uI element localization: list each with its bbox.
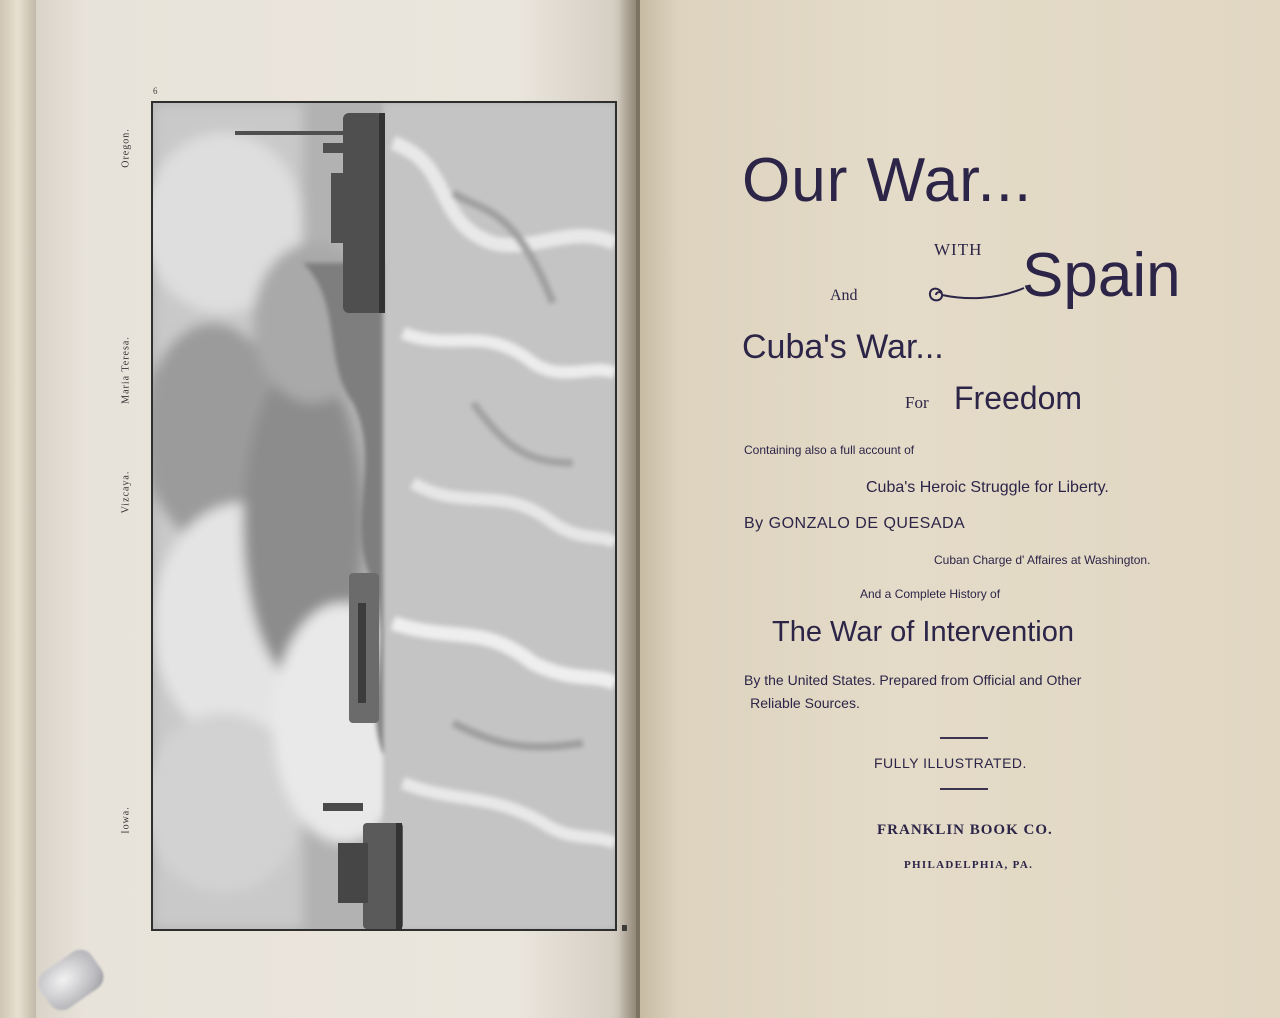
title-and: And (830, 287, 858, 304)
plate-page-mark: 6 (153, 86, 158, 96)
book-board-edge (0, 0, 40, 1018)
battle-illustration-plate (151, 101, 617, 931)
subtitle-complete-history: And a Complete History of (860, 587, 1001, 601)
swash-ornament (926, 280, 1026, 310)
subtitle-heroic-struggle: Cuba's Heroic Struggle for Liberty. (866, 479, 1109, 496)
subtitle-reliable-sources: Reliable Sources. (750, 695, 860, 711)
caption-iowa: Iowa. (120, 806, 132, 834)
author-title: Cuban Charge d' Affaires at Washington. (934, 553, 1151, 567)
naval-battle-picture (153, 103, 615, 929)
fully-illustrated: FULLY ILLUSTRATED. (874, 755, 1027, 771)
title-cubas-war: Cuba's War... (742, 328, 944, 366)
publisher-location: PHILADELPHIA, PA. (904, 859, 1034, 871)
publisher-name: FRANKLIN BOOK CO. (877, 822, 1053, 838)
caption-vizcaya: Vizcaya. (120, 470, 132, 514)
title-spain: Spain (1022, 241, 1181, 310)
caption-maria-teresa: Maria Teresa. (120, 336, 132, 404)
subtitle-by-the-united-states: By the United States. Prepared from Official and Other (744, 672, 1082, 688)
rule-top (940, 737, 988, 739)
title-with: WITH (934, 240, 983, 259)
title-for: For (905, 393, 929, 412)
rule-bottom (940, 788, 988, 790)
title-freedom: Freedom (954, 380, 1083, 416)
title-war-of-intervention: The War of Intervention (772, 616, 1074, 648)
caption-oregon: Oregon. (120, 128, 132, 168)
subtitle-containing: Containing also a full account of (744, 443, 915, 457)
author-line: By GONZALO DE QUESADA (744, 515, 966, 532)
title-our-war: Our War... (742, 146, 1033, 215)
